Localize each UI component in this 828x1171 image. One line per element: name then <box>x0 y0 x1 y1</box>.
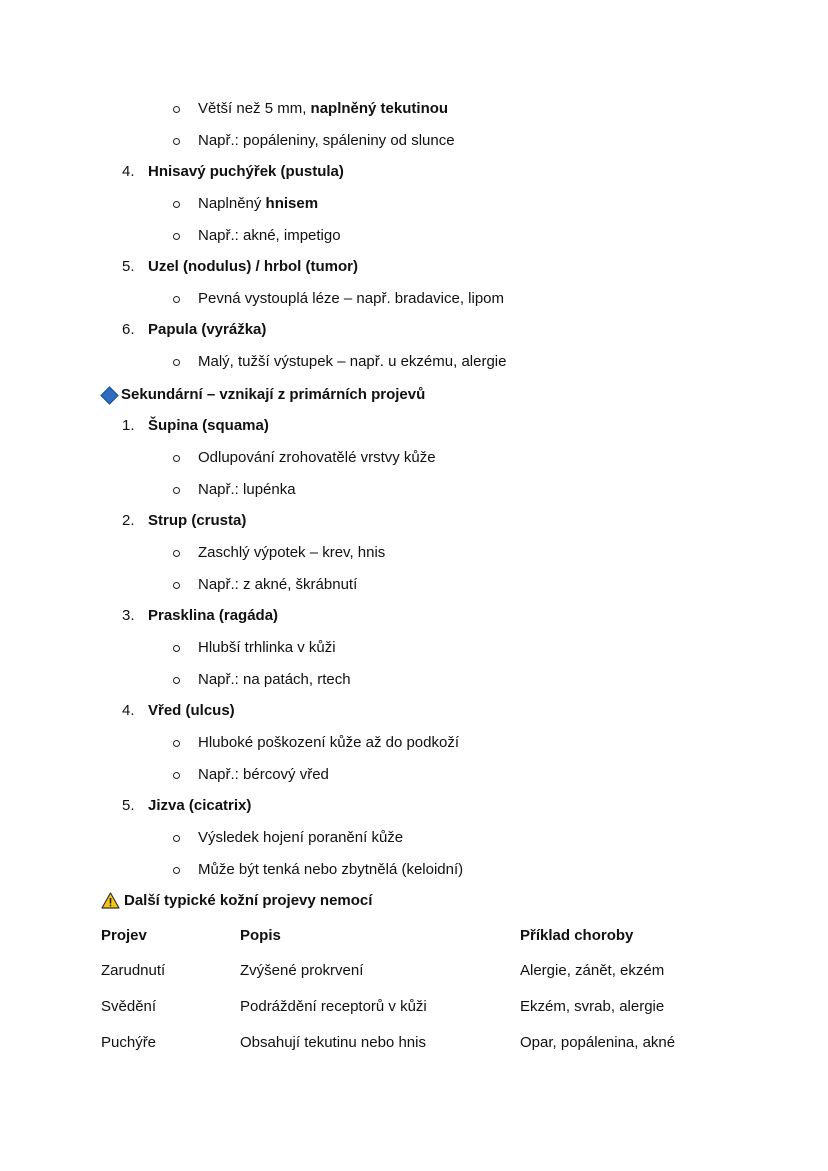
sub-bullet-icon <box>173 296 180 303</box>
list-item-heading: 4. Hnisavý puchýřek (pustula) <box>122 163 344 180</box>
table-cell: Opar, popálenina, akné <box>520 1034 676 1051</box>
sub-bullet-icon <box>173 772 180 779</box>
sub-bullet-icon <box>173 740 180 747</box>
list-bullet: Výsledek hojení poranění kůže <box>198 829 404 846</box>
sub-bullet-icon <box>173 677 180 684</box>
table-cell: Alergie, zánět, ekzém <box>520 962 665 979</box>
list-bullet: Větší než 5 mm, naplněný tekutinou <box>198 100 449 117</box>
sub-bullet-icon <box>173 582 180 589</box>
table-cell: Zvýšené prokrvení <box>240 962 364 979</box>
list-item-heading: 2. Strup (crusta) <box>122 512 247 529</box>
sub-bullet-icon <box>173 138 180 145</box>
list-bullet: Hlubší trhlinka v kůži <box>198 639 336 656</box>
list-item-heading: 4. Vřed (ulcus) <box>122 702 235 719</box>
sub-bullet-icon <box>173 455 180 462</box>
list-item-heading: 5. Uzel (nodulus) / hrbol (tumor) <box>122 258 358 275</box>
sub-bullet-icon <box>173 233 180 240</box>
list-bullet: Např.: bércový vřed <box>198 766 329 783</box>
blue-diamond-icon <box>100 386 118 404</box>
sub-bullet-icon <box>173 867 180 874</box>
section-heading: Sekundární – vznikají z primárních projevů <box>121 386 426 403</box>
sub-bullet-icon <box>173 201 180 208</box>
list-bullet: Např.: akné, impetigo <box>198 227 341 244</box>
table-cell: Obsahují tekutinu nebo hnis <box>240 1034 426 1051</box>
list-bullet: Zaschlý výpotek – krev, hnis <box>198 544 386 561</box>
list-item-heading: 3. Prasklina (ragáda) <box>122 607 279 624</box>
list-bullet: Naplněný hnisem <box>198 195 319 212</box>
sub-bullet-icon <box>173 106 180 113</box>
sub-bullet-icon <box>173 550 180 557</box>
table-cell: Svědění <box>101 998 157 1015</box>
sub-bullet-icon <box>173 487 180 494</box>
table-cell: Puchýře <box>101 1034 157 1051</box>
table-header-cell: Příklad choroby <box>520 927 634 944</box>
list-bullet: Např.: z akné, škrábnutí <box>198 576 358 593</box>
list-bullet: Např.: lupénka <box>198 481 296 498</box>
list-bullet: Pevná vystouplá léze – např. bradavice, lipom <box>198 290 505 307</box>
warning-icon <box>101 892 120 909</box>
list-bullet: Hluboké poškození kůže až do podkoží <box>198 734 459 751</box>
table-cell: Zarudnutí <box>101 962 166 979</box>
section-heading: Další typické kožní projevy nemocí <box>124 892 373 909</box>
list-item-heading: 6. Papula (vyrážka) <box>122 321 267 338</box>
sub-bullet-icon <box>173 359 180 366</box>
table-cell: Ekzém, svrab, alergie <box>520 998 665 1015</box>
table-cell: Podráždění receptorů v kůži <box>240 998 427 1015</box>
list-bullet: Např.: na patách, rtech <box>198 671 351 688</box>
list-bullet: Může být tenká nebo zbytnělá (keloidní) <box>198 861 464 878</box>
list-bullet: Malý, tužší výstupek – např. u ekzému, alergie <box>198 353 507 370</box>
list-item-heading: 5. Jizva (cicatrix) <box>122 797 252 814</box>
table-header-cell: Projev <box>101 927 147 944</box>
list-bullet: Např.: popáleniny, spáleniny od slunce <box>198 132 455 149</box>
sub-bullet-icon <box>173 645 180 652</box>
sub-bullet-icon <box>173 835 180 842</box>
list-bullet: Odlupování zrohovatělé vrstvy kůže <box>198 449 436 466</box>
table-header-cell: Popis <box>240 927 281 944</box>
list-item-heading: 1. Šupina (squama) <box>122 417 269 434</box>
